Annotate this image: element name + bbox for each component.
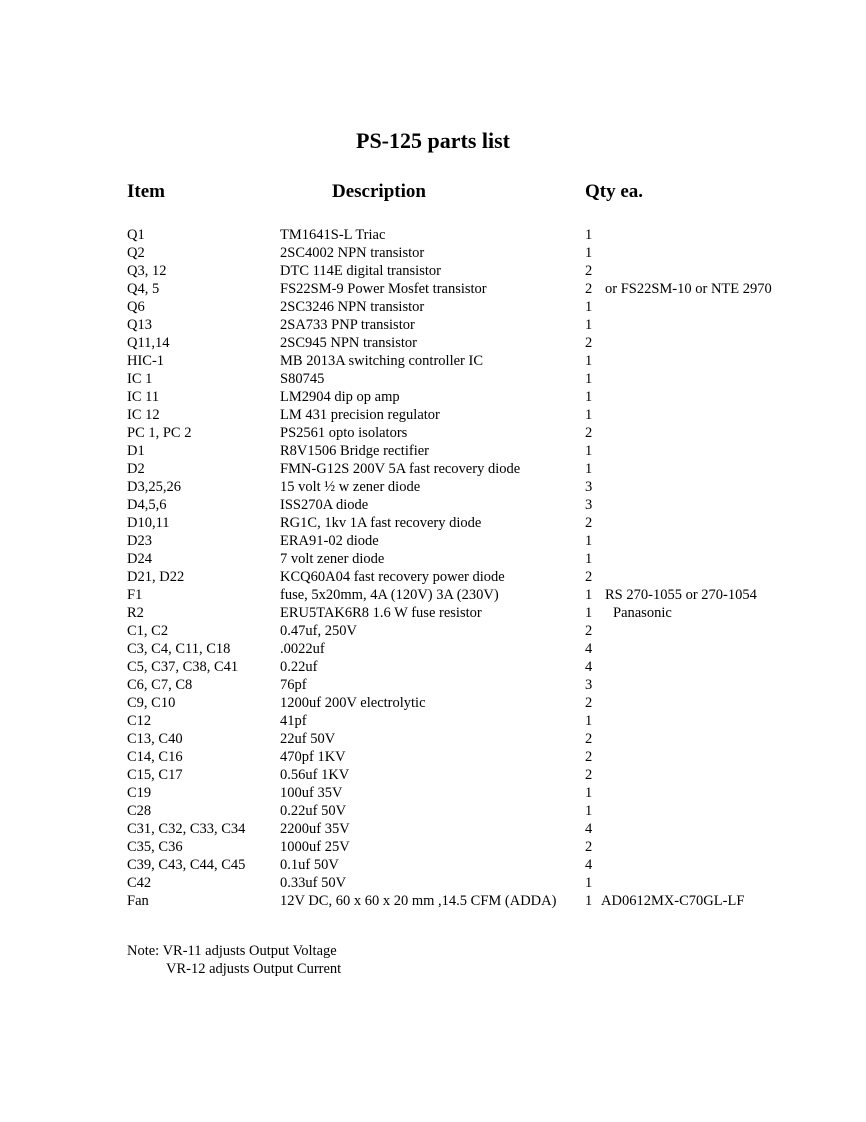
note-line-1: Note: VR-11 adjusts Output Voltage bbox=[127, 943, 337, 959]
row-description: ISS270A diode bbox=[280, 497, 369, 513]
row-description: 12V DC, 60 x 60 x 20 mm ,14.5 CFM (ADDA) bbox=[280, 893, 557, 909]
row-item: C31, C32, C33, C34 bbox=[127, 821, 246, 837]
row-description: 2SC4002 NPN transistor bbox=[280, 245, 425, 261]
row-item: Q2 bbox=[127, 245, 145, 261]
note-line-2: VR-12 adjusts Output Current bbox=[166, 961, 342, 977]
row-item: D23 bbox=[127, 533, 152, 549]
row-description: 470pf 1KV bbox=[280, 749, 346, 765]
row-item: C3, C4, C11, C18 bbox=[127, 641, 231, 657]
table-row bbox=[0, 892, 866, 910]
row-description: FS22SM-9 Power Mosfet transistor bbox=[280, 281, 487, 297]
row-description: MB 2013A switching controller IC bbox=[280, 353, 483, 369]
row-description: ERU5TAK6R8 1.6 W fuse resistor bbox=[280, 605, 482, 621]
row-description: 41pf bbox=[280, 713, 307, 729]
row-qty: 1 bbox=[585, 785, 593, 801]
row-item: C35, C36 bbox=[127, 839, 183, 855]
row-item: D10,11 bbox=[127, 515, 170, 531]
row-description: .0022uf bbox=[280, 641, 325, 657]
row-description: S80745 bbox=[280, 371, 325, 387]
row-qty: 1 bbox=[585, 245, 593, 261]
row-item: C15, C17 bbox=[127, 767, 183, 783]
table-row bbox=[0, 712, 866, 730]
row-qty: 2 bbox=[585, 731, 593, 747]
row-item: PC 1, PC 2 bbox=[127, 425, 192, 441]
row-description: 2SC3246 NPN transistor bbox=[280, 299, 425, 315]
row-item: D21, D22 bbox=[127, 569, 185, 585]
table-row bbox=[0, 676, 866, 694]
row-description: 0.56uf 1KV bbox=[280, 767, 350, 783]
table-row bbox=[0, 658, 866, 676]
table-row bbox=[0, 820, 866, 838]
table-row bbox=[0, 280, 866, 298]
row-description: ERA91-02 diode bbox=[280, 533, 379, 549]
row-qty: 4 bbox=[585, 821, 593, 837]
row-qty: 2 bbox=[585, 263, 593, 279]
row-qty: 1 bbox=[585, 227, 593, 243]
row-item: Fan bbox=[127, 893, 149, 909]
row-description: 0.22uf 50V bbox=[280, 803, 347, 819]
row-qty: 2 bbox=[585, 515, 593, 531]
row-description: 2200uf 35V bbox=[280, 821, 350, 837]
table-row bbox=[0, 586, 866, 604]
row-description: FMN-G12S 200V 5A fast recovery diode bbox=[280, 461, 521, 477]
row-qty: 3 bbox=[585, 677, 593, 693]
row-qty: 2 bbox=[585, 335, 593, 351]
table-row bbox=[0, 334, 866, 352]
table-row bbox=[0, 424, 866, 442]
row-description: 76pf bbox=[280, 677, 307, 693]
table-row bbox=[0, 568, 866, 586]
row-qty: 1 bbox=[585, 407, 593, 423]
row-item: C12 bbox=[127, 713, 152, 729]
row-qty: 1 bbox=[585, 875, 593, 891]
row-description: 15 volt ½ w zener diode bbox=[280, 479, 421, 495]
row-qty: 4 bbox=[585, 641, 593, 657]
row-item: IC 1 bbox=[127, 371, 153, 387]
row-item: D4,5,6 bbox=[127, 497, 167, 513]
row-item: D1 bbox=[127, 443, 145, 459]
row-item: Q13 bbox=[127, 317, 152, 333]
row-description: DTC 114E digital transistor bbox=[280, 263, 441, 279]
row-qty: 1 bbox=[585, 389, 593, 405]
row-item: D3,25,26 bbox=[127, 479, 181, 495]
table-row bbox=[0, 244, 866, 262]
row-item: C28 bbox=[127, 803, 152, 819]
row-qty: 2 bbox=[585, 695, 593, 711]
row-qty: 1 bbox=[585, 461, 593, 477]
row-item: D2 bbox=[127, 461, 145, 477]
row-item: Q1 bbox=[127, 227, 145, 243]
row-description: 1000uf 25V bbox=[280, 839, 350, 855]
row-description: TM1641S-L Triac bbox=[280, 227, 386, 243]
row-description: LM2904 dip op amp bbox=[280, 389, 400, 405]
row-note: RS 270-1055 or 270-1054 bbox=[605, 587, 757, 603]
row-description: 0.22uf bbox=[280, 659, 318, 675]
row-item: Q11,14 bbox=[127, 335, 170, 351]
row-item: C19 bbox=[127, 785, 152, 801]
table-row bbox=[0, 298, 866, 316]
row-item: Q3, 12 bbox=[127, 263, 167, 279]
page-title: PS-125 parts list bbox=[356, 128, 510, 153]
row-description: 7 volt zener diode bbox=[280, 551, 385, 567]
table-row bbox=[0, 406, 866, 424]
table-row bbox=[0, 460, 866, 478]
row-description: PS2561 opto isolators bbox=[280, 425, 408, 441]
row-description: R8V1506 Bridge rectifier bbox=[280, 443, 429, 459]
row-description: 0.47uf, 250V bbox=[280, 623, 357, 639]
table-row bbox=[0, 802, 866, 820]
table-row bbox=[0, 622, 866, 640]
table-row bbox=[0, 856, 866, 874]
row-qty: 2 bbox=[585, 839, 593, 855]
row-description: 22uf 50V bbox=[280, 731, 336, 747]
row-item: R2 bbox=[127, 605, 144, 621]
row-description: LM 431 precision regulator bbox=[280, 407, 440, 423]
row-item: C6, C7, C8 bbox=[127, 677, 193, 693]
table-row bbox=[0, 442, 866, 460]
table-row bbox=[0, 694, 866, 712]
table-row bbox=[0, 352, 866, 370]
row-qty: 1 bbox=[585, 443, 593, 459]
adjustment-note bbox=[127, 942, 341, 978]
row-qty: 1 bbox=[585, 371, 593, 387]
table-row bbox=[0, 730, 866, 748]
row-qty: 1 bbox=[585, 803, 593, 819]
row-qty: 1 bbox=[585, 317, 593, 333]
row-item: IC 11 bbox=[127, 389, 160, 405]
row-qty: 2 bbox=[585, 281, 593, 297]
row-item: C14, C16 bbox=[127, 749, 183, 765]
row-qty: 2 bbox=[585, 767, 593, 783]
table-row bbox=[0, 532, 866, 550]
row-description: 0.33uf 50V bbox=[280, 875, 347, 891]
table-row bbox=[0, 550, 866, 568]
row-note: Panasonic bbox=[613, 605, 672, 621]
row-item: C5, C37, C38, C41 bbox=[127, 659, 239, 675]
table-row bbox=[0, 226, 866, 244]
row-qty: 1 bbox=[585, 533, 593, 549]
row-qty: 1 bbox=[585, 587, 593, 603]
row-description: RG1C, 1kv 1A fast recovery diode bbox=[280, 515, 482, 531]
table-row bbox=[0, 316, 866, 334]
table-row bbox=[0, 640, 866, 658]
row-item: C42 bbox=[127, 875, 152, 891]
row-qty: 3 bbox=[585, 497, 593, 513]
row-item: C9, C10 bbox=[127, 695, 176, 711]
parts-table bbox=[0, 226, 866, 910]
table-row bbox=[0, 838, 866, 856]
row-description: 1200uf 200V electrolytic bbox=[280, 695, 426, 711]
column-header-item: Item bbox=[127, 181, 165, 202]
table-row bbox=[0, 370, 866, 388]
row-qty: 1 bbox=[585, 299, 593, 315]
row-item: C39, C43, C44, C45 bbox=[127, 857, 246, 873]
row-item: C13, C40 bbox=[127, 731, 183, 747]
row-qty: 3 bbox=[585, 479, 593, 495]
row-item: IC 12 bbox=[127, 407, 160, 423]
table-row bbox=[0, 262, 866, 280]
table-row bbox=[0, 604, 866, 622]
row-description: 0.1uf 50V bbox=[280, 857, 339, 873]
row-qty: 4 bbox=[585, 659, 593, 675]
row-qty: 2 bbox=[585, 425, 593, 441]
row-qty: 1 bbox=[585, 551, 593, 567]
table-row bbox=[0, 784, 866, 802]
row-item: Q6 bbox=[127, 299, 145, 315]
row-description: 100uf 35V bbox=[280, 785, 343, 801]
row-note: or FS22SM-10 or NTE 2970 bbox=[605, 281, 772, 297]
row-qty: 2 bbox=[585, 749, 593, 765]
column-header-description: Description bbox=[332, 181, 426, 202]
row-description: KCQ60A04 fast recovery power diode bbox=[280, 569, 505, 585]
table-row bbox=[0, 496, 866, 514]
row-item: D24 bbox=[127, 551, 152, 567]
row-qty: 2 bbox=[585, 569, 593, 585]
row-qty: 1 bbox=[585, 713, 593, 729]
row-note: AD0612MX-C70GL-LF bbox=[601, 893, 745, 909]
row-description: 2SA733 PNP transistor bbox=[280, 317, 415, 333]
table-row bbox=[0, 388, 866, 406]
row-description: 2SC945 NPN transistor bbox=[280, 335, 417, 351]
row-item: C1, C2 bbox=[127, 623, 169, 639]
table-row bbox=[0, 766, 866, 784]
column-header-qty: Qty ea. bbox=[585, 181, 644, 202]
table-row bbox=[0, 478, 866, 496]
row-qty: 4 bbox=[585, 857, 593, 873]
row-qty: 1 bbox=[585, 605, 593, 621]
table-row bbox=[0, 514, 866, 532]
row-qty: 1 bbox=[585, 353, 593, 369]
row-item: F1 bbox=[127, 587, 143, 603]
row-item: HIC-1 bbox=[127, 353, 165, 369]
row-qty: 2 bbox=[585, 623, 593, 639]
row-item: Q4, 5 bbox=[127, 281, 160, 297]
table-row bbox=[0, 874, 866, 892]
row-qty: 1 bbox=[585, 893, 593, 909]
row-description: fuse, 5x20mm, 4A (120V) 3A (230V) bbox=[280, 587, 499, 603]
table-row bbox=[0, 748, 866, 766]
